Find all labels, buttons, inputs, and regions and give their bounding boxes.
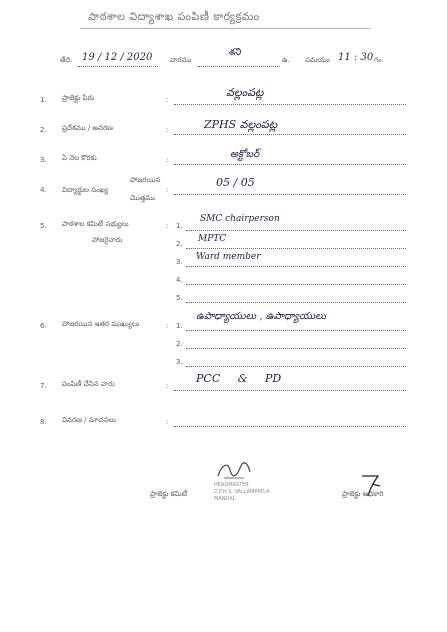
row-6-item-3: 3. — [176, 358, 183, 366]
row-6-item-1: 1. — [176, 322, 183, 330]
row-5-item-2: 2. — [176, 240, 183, 248]
row-7-line — [174, 390, 406, 391]
day-value: శని — [228, 47, 241, 58]
row-4-value: 05 / 05 — [216, 176, 255, 189]
row-5-item-1-line — [186, 230, 406, 231]
row-8-label: వివరణ / సూచనలు — [62, 416, 116, 424]
time-value: 11 : 30 — [338, 52, 374, 63]
row-4-label: విద్యార్థుల సంఖ్య — [62, 186, 109, 194]
row-5-item-4: 4. — [176, 276, 183, 284]
row-3-colon: : — [166, 156, 169, 164]
official-stamp — [214, 482, 270, 503]
row-5-item-3: 3. — [176, 258, 183, 266]
row-2-value: ZPHS వల్లంపట్ల — [204, 118, 278, 131]
stamp-line-1: HEADMASTER — [214, 482, 249, 488]
row-1-number: 1. — [40, 96, 47, 104]
row-3-value: అక్టోబర్ — [230, 149, 260, 160]
stamp-line-3: MANDAL — [214, 496, 236, 502]
row-5-item-2-line — [186, 248, 406, 249]
row-5-item-5: 5. — [176, 294, 183, 302]
row-8-line — [174, 426, 406, 427]
title-underline — [80, 28, 370, 29]
date-line — [78, 66, 158, 67]
row-1-colon: : — [166, 96, 169, 104]
row-5-item-4-line — [186, 284, 406, 285]
row-5-value-1: SMC chairperson — [200, 214, 280, 224]
row-5-value-3: Ward member — [196, 252, 261, 262]
row-3-line — [174, 164, 406, 165]
row-1-label: ప్రాజెక్టు పేరు — [62, 94, 95, 102]
row-3-label: ఏ నెల కొరకు — [62, 154, 97, 162]
row-4-colon: : — [166, 186, 169, 194]
row-6-value-1: ఉపాధ్యాయులు , ఉపాధ్యాయులు — [196, 311, 326, 322]
day-line — [198, 66, 280, 67]
row-5-value-2: MPTC — [198, 234, 227, 244]
row-7-value: PCC & PD — [196, 372, 282, 385]
officer-label: ప్రాజెక్టు అధికారి — [342, 490, 384, 498]
row-6-item-1-line — [186, 330, 406, 331]
row-6-item-2-line — [186, 348, 406, 349]
row-7-label: పంపిణీ చేసిన వారు — [62, 380, 115, 388]
time-suffix: గం — [374, 56, 382, 64]
row-5-sub: హాజరైనారు — [92, 236, 123, 244]
committee-label: ప్రాజెక్టు కమిటీ — [150, 490, 188, 498]
row-4-number: 4. — [40, 186, 47, 194]
date-value: 19 / 12 / 2020 — [82, 52, 153, 63]
row-3-number: 3. — [40, 156, 47, 164]
day-label: వారము — [170, 56, 192, 64]
row-2-number: 2. — [40, 126, 47, 134]
row-5-colon: : — [166, 222, 169, 230]
document-title: పాఠశాల విద్యాశాఖ పంపిణీ కార్యక్రమం — [88, 10, 260, 23]
row-5-item-3-line — [186, 266, 406, 267]
row-6-colon: : — [166, 322, 169, 330]
row-5-number: 5. — [40, 222, 47, 230]
time-label: సమయం — [305, 56, 330, 64]
row-6-item-3-line — [186, 366, 406, 367]
row-8-number: 8. — [40, 418, 47, 426]
row-6-item-2: 2. — [176, 340, 183, 348]
row-5-item-1: 1. — [176, 222, 183, 230]
headmaster-signature — [214, 458, 254, 484]
row-7-colon: : — [166, 382, 169, 390]
date-label: తేది. — [60, 56, 73, 64]
row-2-colon: : — [166, 126, 169, 134]
row-4-line — [174, 194, 406, 195]
row-6-label: హాజరయిన ఇతర ముఖ్యులు — [62, 320, 140, 328]
row-8-colon: : — [166, 418, 169, 426]
row-5-item-5-line — [186, 302, 406, 303]
row-1-line — [174, 104, 406, 105]
row-2-label: ప్రదేశము / అవరణ — [62, 124, 113, 132]
row-4-sub-attended: హాజరయిన — [130, 176, 161, 184]
row-1-value: వల్లంపట్ల — [226, 86, 264, 99]
row-6-number: 6. — [40, 322, 47, 330]
row-2-line — [174, 134, 406, 135]
time-prefix: ఉ. — [282, 56, 290, 64]
row-7-number: 7. — [40, 382, 47, 390]
row-4-sub-total: మొత్తము — [130, 194, 156, 202]
stamp-line-2: Z.P.H.S. VALLAMPATLA — [214, 489, 270, 495]
row-5-label: పాఠశాల కమిటీ సభ్యులు — [62, 220, 129, 228]
